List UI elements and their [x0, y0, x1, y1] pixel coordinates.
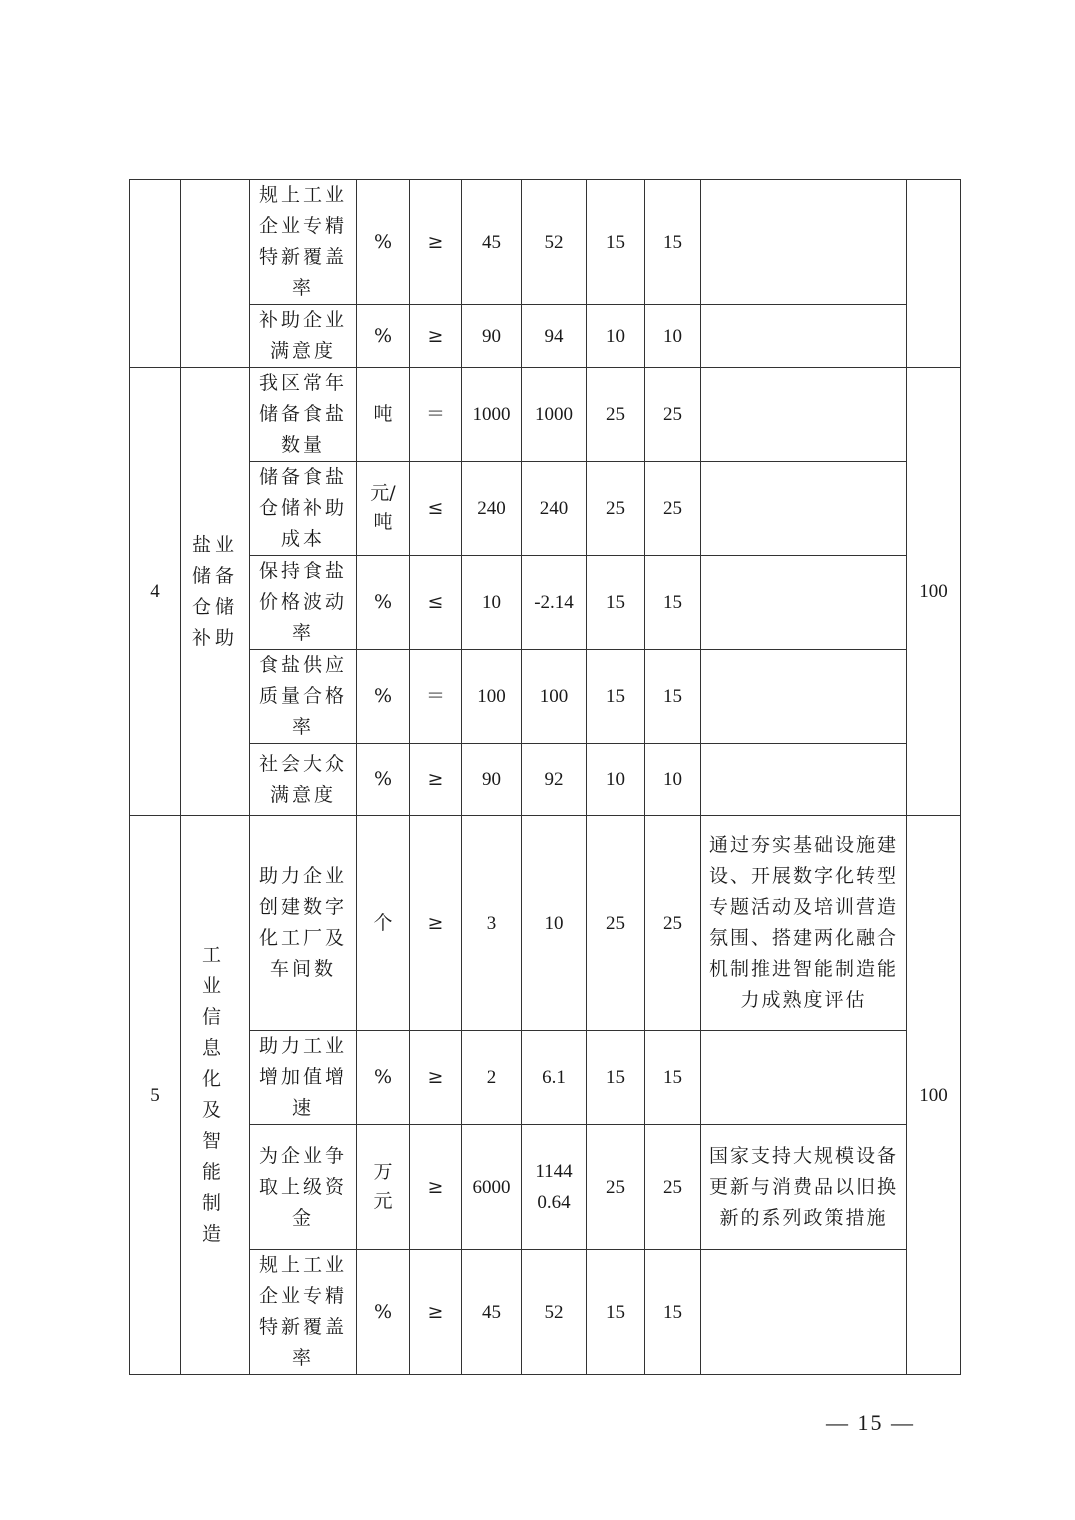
indicator-cell: 助力企业创建数字化工厂及车间数 — [250, 816, 357, 1031]
table-row — [130, 1250, 961, 1375]
unit-cell: 元/吨 — [357, 462, 410, 556]
table-row — [130, 305, 961, 368]
target-value-cell: 100 — [462, 650, 522, 744]
unit-cell: 吨 — [357, 368, 410, 462]
weight-cell: 15 — [587, 556, 645, 650]
unit-cell: % — [357, 556, 410, 650]
actual-value-cell: 10 — [522, 816, 587, 1031]
score-cell: 15 — [645, 180, 701, 305]
actual-value-cell: 11440.64 — [522, 1125, 587, 1250]
note-cell — [701, 650, 907, 744]
unit-cell: 万元 — [357, 1125, 410, 1250]
indicator-cell: 食盐供应质量合格率 — [250, 650, 357, 744]
row-number-cell: 5 — [130, 816, 181, 1375]
weight-cell: 15 — [587, 1250, 645, 1375]
operator-cell: ≥ — [410, 305, 462, 368]
indicator-cell: 我区常年储备食盐数量 — [250, 368, 357, 462]
actual-value-cell: 94 — [522, 305, 587, 368]
note-cell: 通过夯实基础设施建设、开展数字化转型专题活动及培训营造氛围、搭建两化融合机制推进智能制造能力成熟度评估 — [701, 816, 907, 1031]
unit-cell: % — [357, 180, 410, 305]
score-cell: 25 — [645, 816, 701, 1031]
weight-cell: 15 — [587, 180, 645, 305]
operator-cell: ≥ — [410, 1250, 462, 1375]
note-cell — [701, 180, 907, 305]
target-value-cell: 3 — [462, 816, 522, 1031]
project-name-cell — [181, 180, 250, 368]
score-cell: 10 — [645, 305, 701, 368]
table-row — [130, 368, 961, 462]
operator-cell: ≥ — [410, 1031, 462, 1125]
project-name-cell: 工业信息化及智能制造 — [181, 816, 250, 1375]
indicator-cell: 社会大众满意度 — [250, 744, 357, 816]
unit-cell: % — [357, 1031, 410, 1125]
note-cell — [701, 1031, 907, 1125]
weight-cell: 15 — [587, 650, 645, 744]
operator-cell: ＝ — [410, 650, 462, 744]
unit-cell: % — [357, 650, 410, 744]
row-number-cell — [130, 180, 181, 368]
weight-cell: 25 — [587, 462, 645, 556]
indicator-cell: 储备食盐仓储补助成本 — [250, 462, 357, 556]
table-row — [130, 462, 961, 556]
unit-cell: 个 — [357, 816, 410, 1031]
total-score-cell — [907, 180, 961, 368]
total-score-cell: 100 — [907, 816, 961, 1375]
score-cell: 15 — [645, 650, 701, 744]
table-row — [130, 556, 961, 650]
actual-value-cell: 6.1 — [522, 1031, 587, 1125]
indicator-cell: 保持食盐价格波动率 — [250, 556, 357, 650]
page-number: — 15 — — [826, 1410, 915, 1435]
weight-cell: 25 — [587, 368, 645, 462]
score-cell: 25 — [645, 1125, 701, 1250]
operator-cell: ≥ — [410, 1125, 462, 1250]
unit-cell: % — [357, 1250, 410, 1375]
weight-cell: 10 — [587, 305, 645, 368]
table-row — [130, 744, 961, 816]
note-cell — [701, 556, 907, 650]
table-row — [130, 816, 961, 1031]
operator-cell: ≥ — [410, 744, 462, 816]
indicator-cell: 规上工业企业专精特新覆盖率 — [250, 180, 357, 305]
score-cell: 25 — [645, 462, 701, 556]
actual-value-cell: 52 — [522, 180, 587, 305]
operator-cell: ＝ — [410, 368, 462, 462]
weight-cell: 10 — [587, 744, 645, 816]
note-cell — [701, 368, 907, 462]
note-cell: 国家支持大规模设备更新与消费品以旧换新的系列政策措施 — [701, 1125, 907, 1250]
project-name-cell: 盐业储备仓储补助 — [181, 368, 250, 816]
target-value-cell: 1000 — [462, 368, 522, 462]
score-cell: 25 — [645, 368, 701, 462]
score-cell: 15 — [645, 556, 701, 650]
note-cell — [701, 1250, 907, 1375]
table-row — [130, 180, 961, 305]
target-value-cell: 45 — [462, 180, 522, 305]
table-row — [130, 1031, 961, 1125]
score-cell: 15 — [645, 1031, 701, 1125]
note-cell — [701, 744, 907, 816]
target-value-cell: 45 — [462, 1250, 522, 1375]
indicator-cell: 规上工业企业专精特新覆盖率 — [250, 1250, 357, 1375]
performance-table — [129, 179, 961, 1375]
score-cell: 10 — [645, 744, 701, 816]
target-value-cell: 240 — [462, 462, 522, 556]
weight-cell: 25 — [587, 816, 645, 1031]
actual-value-cell: 100 — [522, 650, 587, 744]
unit-cell: % — [357, 744, 410, 816]
actual-value-cell: 1000 — [522, 368, 587, 462]
unit-cell: % — [357, 305, 410, 368]
target-value-cell: 90 — [462, 744, 522, 816]
actual-value-cell: 240 — [522, 462, 587, 556]
indicator-cell: 补助企业满意度 — [250, 305, 357, 368]
operator-cell: ≥ — [410, 816, 462, 1031]
actual-value-cell: 92 — [522, 744, 587, 816]
operator-cell: ≤ — [410, 556, 462, 650]
indicator-cell: 为企业争取上级资金 — [250, 1125, 357, 1250]
target-value-cell: 90 — [462, 305, 522, 368]
table-row — [130, 650, 961, 744]
target-value-cell: 6000 — [462, 1125, 522, 1250]
note-cell — [701, 462, 907, 556]
total-score-cell: 100 — [907, 368, 961, 816]
operator-cell: ≤ — [410, 462, 462, 556]
weight-cell: 25 — [587, 1125, 645, 1250]
table-row — [130, 1125, 961, 1250]
actual-value-cell: 52 — [522, 1250, 587, 1375]
indicator-cell: 助力工业增加值增速 — [250, 1031, 357, 1125]
target-value-cell: 2 — [462, 1031, 522, 1125]
weight-cell: 15 — [587, 1031, 645, 1125]
row-number-cell: 4 — [130, 368, 181, 816]
actual-value-cell: -2.14 — [522, 556, 587, 650]
target-value-cell: 10 — [462, 556, 522, 650]
score-cell: 15 — [645, 1250, 701, 1375]
operator-cell: ≥ — [410, 180, 462, 305]
note-cell — [701, 305, 907, 368]
